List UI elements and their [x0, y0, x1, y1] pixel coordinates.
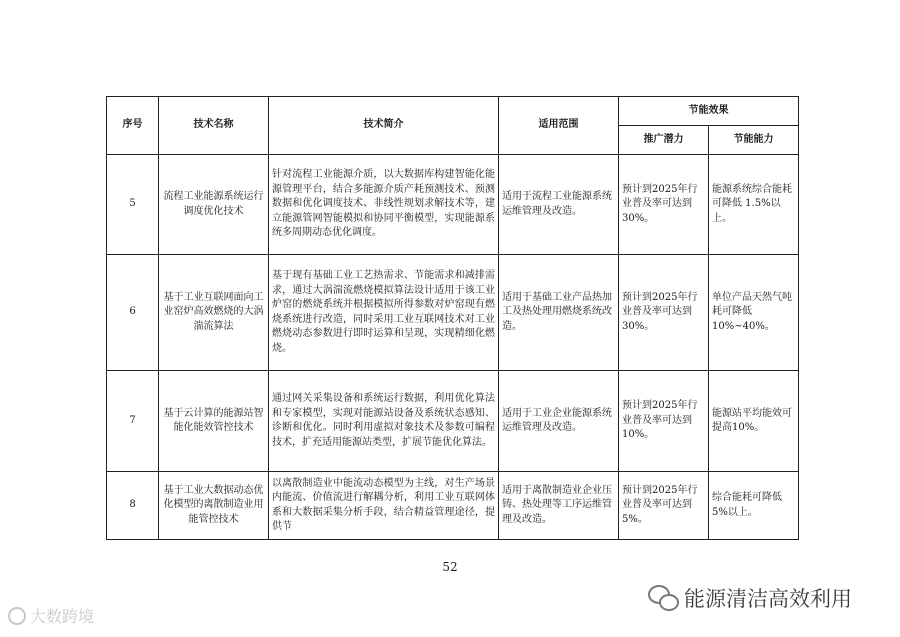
- row-capacity: 综合能耗可降低 5%以上。: [709, 472, 799, 540]
- row-intro: 基于现有基础工业工艺热需求、节能需求和减排需求，通过大涡湍流燃烧模拟算法设计适用于该工业炉窑的燃烧系统并根据模拟所得参数对炉窑现有燃烧系统进行改造，同时采用工业互联网技术对工业燃烧动态参数进行即时运算和呈现，实现精细化燃烧。: [269, 255, 499, 371]
- header-num: 序号: [107, 97, 159, 155]
- row-name: 基于工业互联网面向工业窑炉高效燃烧的大涡湍流算法: [159, 255, 269, 371]
- header-capacity: 节能能力: [709, 126, 799, 155]
- row-capacity: 能源站平均能效可提高10%。: [709, 371, 799, 472]
- table-row: [107, 472, 799, 540]
- table-row: [107, 155, 799, 255]
- header-name: 技术名称: [159, 97, 269, 155]
- watermark-left-text: 大数跨境: [30, 607, 95, 626]
- row-intro: 以离散制造业中能流动态模型为主线，对生产场景内能流、价值流进行解耦分析，利用工业互联网体系和大数据采集分析手段，结合精益管理途径，提供节: [269, 472, 499, 540]
- row-scope: 适用于工业企业能源系统运维管理及改造。: [499, 371, 619, 472]
- row-intro: 通过网关采集设备和系统运行数据，利用优化算法和专家模型，实现对能源站设备及系统状态感知、诊断和优化。同时利用虚拟对象技术及参数可编程技术，扩充适用能源站类型，扩展节能优化算法。: [269, 371, 499, 472]
- watermark-right-text: 能源清洁高效利用: [684, 587, 852, 611]
- row-capacity: 能源系统综合能耗可降低 1.5%以上。: [709, 155, 799, 255]
- row-num: 6: [107, 255, 159, 371]
- row-name: 基于云计算的能源站智能化能效管控技术: [159, 371, 269, 472]
- row-scope: 适用于离散制造业企业压铸、热处理等工序运维管理及改造。: [499, 472, 619, 540]
- row-capacity: 单位产品天然气吨耗可降低10%~40%。: [709, 255, 799, 371]
- header-potential: 推广潜力: [619, 126, 709, 155]
- header-intro: 技术简介: [269, 97, 499, 155]
- wechat-icon: [648, 585, 678, 611]
- watermark-left: [8, 604, 94, 627]
- page-number: 52: [442, 560, 458, 574]
- watermark-right: [648, 583, 852, 613]
- row-name: 基于工业大数据动态优化模型的离散制造业用能管控技术: [159, 472, 269, 540]
- row-num: 7: [107, 371, 159, 472]
- table-row: [107, 371, 799, 472]
- row-potential: 预计到2025年行业普及率可达到5%。: [619, 472, 709, 540]
- row-num: 8: [107, 472, 159, 540]
- technology-table: [106, 96, 799, 540]
- row-name: 流程工业能源系统运行调度优化技术: [159, 155, 269, 255]
- row-scope: 适用于基础工业产品热加工及热处理用燃烧系统改造。: [499, 255, 619, 371]
- header-effect: 节能效果: [619, 97, 799, 126]
- table-row: [107, 255, 799, 371]
- row-potential: 预计到2025年行业普及率可达到10%。: [619, 371, 709, 472]
- header-scope: 适用范围: [499, 97, 619, 155]
- row-intro: 针对流程工业能源介质，以大数据库构建智能化能源管理平台，结合多能源介质产耗预测技术、预测数据和优化调度技术、非线性规划求解技术等，建立能源管网智能模拟和协同平衡模型，实现能源系统多周期动态优化调度。: [269, 155, 499, 255]
- row-potential: 预计到2025年行业普及率可达到30%。: [619, 155, 709, 255]
- brand-logo-icon: [8, 607, 26, 625]
- row-potential: 预计到2025年行业普及率可达到30%。: [619, 255, 709, 371]
- row-num: 5: [107, 155, 159, 255]
- row-scope: 适用于流程工业能源系统运维管理及改造。: [499, 155, 619, 255]
